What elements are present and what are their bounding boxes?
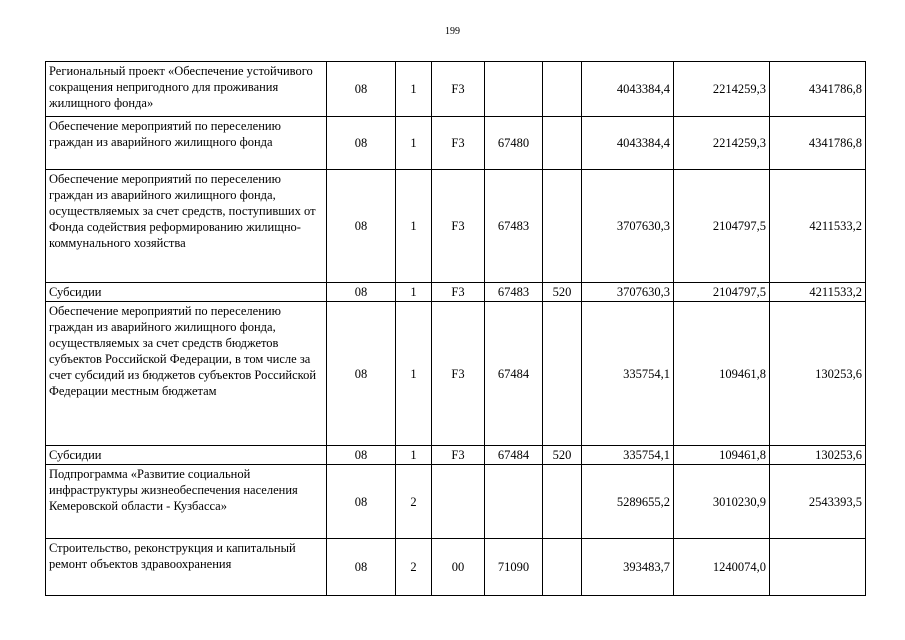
amount-year-2: 2104797,5: [674, 283, 770, 302]
amount-year-3: 2543393,5: [770, 465, 866, 539]
table-row: [46, 62, 866, 117]
section-code: 08: [327, 62, 396, 117]
table-row: [46, 302, 866, 446]
table-row: [46, 283, 866, 302]
section-code: 08: [327, 539, 396, 596]
table-row: [46, 170, 866, 283]
expense-type-code: [543, 539, 582, 596]
amount-year-1: 3707630,3: [582, 170, 674, 283]
amount-year-3: 130253,6: [770, 446, 866, 465]
amount-year-1: 393483,7: [582, 539, 674, 596]
expense-type-code: [543, 62, 582, 117]
budget-table: [45, 61, 866, 596]
amount-year-3: 4341786,8: [770, 117, 866, 170]
expense-type-code: [543, 170, 582, 283]
section-code: 08: [327, 117, 396, 170]
target-code: F3: [432, 302, 485, 446]
amount-year-1: 335754,1: [582, 446, 674, 465]
subsection-code: 2: [396, 465, 432, 539]
subsection-code: 1: [396, 283, 432, 302]
article-code: 71090: [485, 539, 543, 596]
subsection-code: 1: [396, 170, 432, 283]
section-code: 08: [327, 446, 396, 465]
subsection-code: 1: [396, 302, 432, 446]
expense-type-code: [543, 302, 582, 446]
page-number: 199: [445, 26, 460, 37]
article-code: 67483: [485, 283, 543, 302]
target-code: F3: [432, 117, 485, 170]
amount-year-3: [770, 539, 866, 596]
amount-year-3: 130253,6: [770, 302, 866, 446]
amount-year-1: 3707630,3: [582, 283, 674, 302]
table-row: [46, 465, 866, 539]
amount-year-2: 2104797,5: [674, 170, 770, 283]
amount-year-2: 3010230,9: [674, 465, 770, 539]
amount-year-2: 109461,8: [674, 302, 770, 446]
subsection-code: 1: [396, 446, 432, 465]
expense-type-code: 520: [543, 283, 582, 302]
amount-year-3: 4341786,8: [770, 62, 866, 117]
amount-year-1: 5289655,2: [582, 465, 674, 539]
section-code: 08: [327, 283, 396, 302]
article-code: [485, 62, 543, 117]
table-row: [46, 446, 866, 465]
article-code: 67484: [485, 446, 543, 465]
article-code: 67484: [485, 302, 543, 446]
amount-year-1: 4043384,4: [582, 62, 674, 117]
row-name: Обеспечение мероприятий по переселению граждан из аварийного жилищного фонда, осуществляемых за счет средств бюджетов субъектов Российской Федерации, в том числе за счет субсидий из бюджетов субъектов Российской Федерации местным бюджетам: [46, 302, 327, 446]
row-name: Региональный проект «Обеспечение устойчивого сокращения непригодного для проживания жилищного фонда»: [46, 62, 327, 117]
table-row: [46, 539, 866, 596]
target-code: 00: [432, 539, 485, 596]
row-name: Субсидии: [46, 446, 327, 465]
expense-type-code: 520: [543, 446, 582, 465]
row-name: Субсидии: [46, 283, 327, 302]
row-name: Обеспечение мероприятий по переселению граждан из аварийного жилищного фонда: [46, 117, 327, 170]
section-code: 08: [327, 170, 396, 283]
subsection-code: 1: [396, 117, 432, 170]
row-name: Строительство, реконструкция и капитальный ремонт объектов здравоохранения: [46, 539, 327, 596]
amount-year-2: 2214259,3: [674, 62, 770, 117]
target-code: F3: [432, 62, 485, 117]
amount-year-2: 1240074,0: [674, 539, 770, 596]
target-code: F3: [432, 446, 485, 465]
amount-year-1: 335754,1: [582, 302, 674, 446]
row-name: Обеспечение мероприятий по переселению граждан из аварийного жилищного фонда, осуществляемых за счет средств, поступивших от Фонда содействия реформированию жилищно-коммунального хозяйства: [46, 170, 327, 283]
section-code: 08: [327, 465, 396, 539]
subsection-code: 1: [396, 62, 432, 117]
amount-year-2: 109461,8: [674, 446, 770, 465]
table-row: [46, 117, 866, 170]
amount-year-3: 4211533,2: [770, 283, 866, 302]
expense-type-code: [543, 117, 582, 170]
target-code: [432, 465, 485, 539]
article-code: 67480: [485, 117, 543, 170]
amount-year-1: 4043384,4: [582, 117, 674, 170]
amount-year-2: 2214259,3: [674, 117, 770, 170]
section-code: 08: [327, 302, 396, 446]
row-name: Подпрограмма «Развитие социальной инфраструктуры жизнеобеспечения населения Кемеровской области - Кузбасса»: [46, 465, 327, 539]
article-code: 67483: [485, 170, 543, 283]
target-code: F3: [432, 283, 485, 302]
target-code: F3: [432, 170, 485, 283]
article-code: [485, 465, 543, 539]
expense-type-code: [543, 465, 582, 539]
amount-year-3: 4211533,2: [770, 170, 866, 283]
subsection-code: 2: [396, 539, 432, 596]
